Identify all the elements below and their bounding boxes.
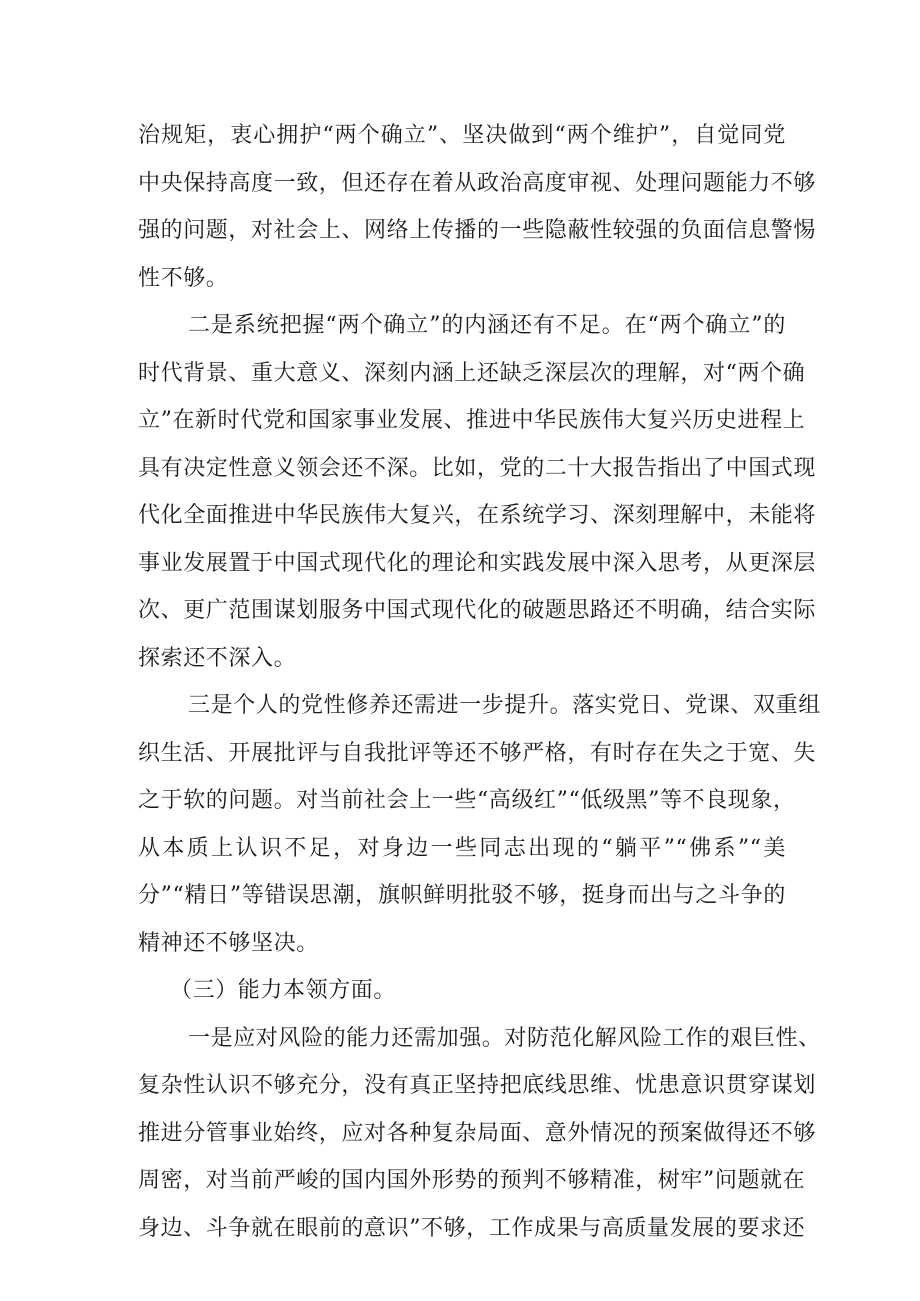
text-line: 从本质上认识不足，对身边一些同志出现的“躺平”“佛系”“美 <box>138 835 786 861</box>
text-line: 织生活、开展批评与自我批评等还不够严格，有时存在失之于宽、失 <box>138 740 817 766</box>
text-line: 次、更广范围谋划服务中国式现代化的破题思路还不明确，结合实际 <box>138 598 817 623</box>
text-line: 一是应对风险的能力还需加强。对防范化解风险工作的艰巨性、 <box>188 1025 821 1051</box>
text-line: 周密，对当前严峻的国内国外形势的预判不够精准，树牢”问题就在 <box>138 1168 806 1193</box>
text-line: 中央保持高度一致，但还存在着从政治高度审视、处理问题能力不够 <box>138 170 817 196</box>
text-line: 时代背景、重大意义、深刻内涵上还缺乏深层次的理解，对“两个确 <box>138 360 806 386</box>
document-body <box>138 112 821 1252</box>
text-line: 二是系统把握“两个确立”的内涵还有不足。在“两个确立”的 <box>188 313 786 338</box>
section-heading-ability <box>138 967 786 1015</box>
text-line: 强的问题，对社会上、网络上传播的一些隐蔽性较强的负面信息警惕 <box>138 218 817 243</box>
text-line: 之于软的问题。对当前社会上一些“高级红”“低级黑”等不良现象， <box>138 788 796 813</box>
text-line: 身边、斗争就在眼前的意识”不够，工作成果与高质量发展的要求还 <box>138 1215 806 1241</box>
text-line: 复杂性认识不够充分，没有真正坚持把底线思维、忧患意识贯穿谋划 <box>138 1073 817 1098</box>
text-line: 探索还不深入。 <box>138 645 297 671</box>
text-line: 具有决定性意义领会还不深。比如，党的二十大报告指出了中国式现 <box>138 455 817 481</box>
text-line: 性不够。 <box>138 265 229 291</box>
text-line: 分”“精日”等错误思潮，旗帜鲜明批驳不够，挺身而出与之斗争的 <box>138 883 786 908</box>
text-line: 立”在新时代党和国家事业发展、推进中华民族伟大复兴历史进程上 <box>138 408 806 433</box>
paragraph-political-stance <box>138 112 817 302</box>
paragraph-two-establishments <box>138 302 817 682</box>
text-line: 治规矩，衷心拥护“两个确立”、坚决做到“两个维护”，自觉同党 <box>138 123 786 148</box>
section-heading: （三）能力本领方面。 <box>170 978 397 1003</box>
text-line: 三是个人的党性修养还需进一步提升。落实党日、党课、双重组 <box>188 693 821 718</box>
text-line: 推进分管事业始终，应对各种复杂局面、意外情况的预案做得还不够 <box>138 1120 817 1146</box>
text-line: 代化全面推进中华民族伟大复兴，在系统学习、深刻理解中，未能将 <box>138 503 817 528</box>
paragraph-party-spirit <box>138 682 821 967</box>
text-line: 精神还不够坚决。 <box>138 930 319 956</box>
text-line: 事业发展置于中国式现代化的理论和实践发展中深入思考，从更深层 <box>138 550 817 576</box>
paragraph-risk-response <box>138 1015 821 1253</box>
